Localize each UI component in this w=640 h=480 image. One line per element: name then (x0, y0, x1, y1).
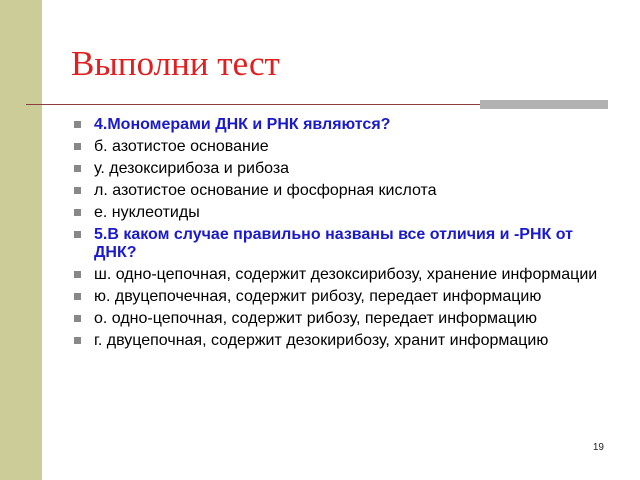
square-bullet-icon (74, 315, 81, 322)
item-text: ю. двуцепочечная, содержит рибозу, передает информацию (94, 288, 542, 305)
square-bullet-icon (74, 121, 81, 128)
question-item (74, 116, 614, 134)
answer-item (74, 182, 614, 200)
item-text: г. двуцепочная, содержит дезокирибозу, хранит информацию (94, 332, 549, 349)
left-decorative-band (0, 0, 42, 480)
item-text: ш. одно-цепочная, содержит дезоксирибозу, хранение информации (94, 266, 598, 283)
item-text: 4.Мономерами ДНК и РНК являются? (94, 116, 391, 133)
item-text: о. одно-цепочная, содержит рибозу, передает информацию (94, 310, 538, 327)
square-bullet-icon (74, 271, 81, 278)
square-bullet-icon (74, 293, 81, 300)
test-content-list (74, 116, 614, 354)
answer-item (74, 310, 614, 328)
item-text: е. нуклеотиды (94, 204, 200, 221)
item-text: б. азотистое основание (94, 138, 269, 155)
square-bullet-icon (74, 143, 81, 150)
square-bullet-icon (74, 165, 81, 172)
answer-item (74, 160, 614, 178)
answer-item (74, 332, 614, 350)
square-bullet-icon (74, 337, 81, 344)
item-text: л. азотистое основание и фосфорная кислота (94, 182, 437, 199)
square-bullet-icon (74, 231, 81, 238)
question-item (74, 226, 614, 262)
square-bullet-icon (74, 209, 81, 216)
answer-item (74, 288, 614, 306)
title-underline-bar (480, 100, 608, 109)
square-bullet-icon (74, 187, 81, 194)
item-text: 5.В каком случае правильно названы все отличия и -РНК от ДНК? (94, 226, 573, 261)
answer-item (74, 204, 614, 222)
answer-item (74, 138, 614, 156)
answer-item (74, 266, 614, 284)
page-number: 19 (592, 442, 604, 453)
item-text: у. дезоксирибоза и рибоза (94, 160, 290, 177)
slide-title: Выполни тест (71, 44, 280, 83)
